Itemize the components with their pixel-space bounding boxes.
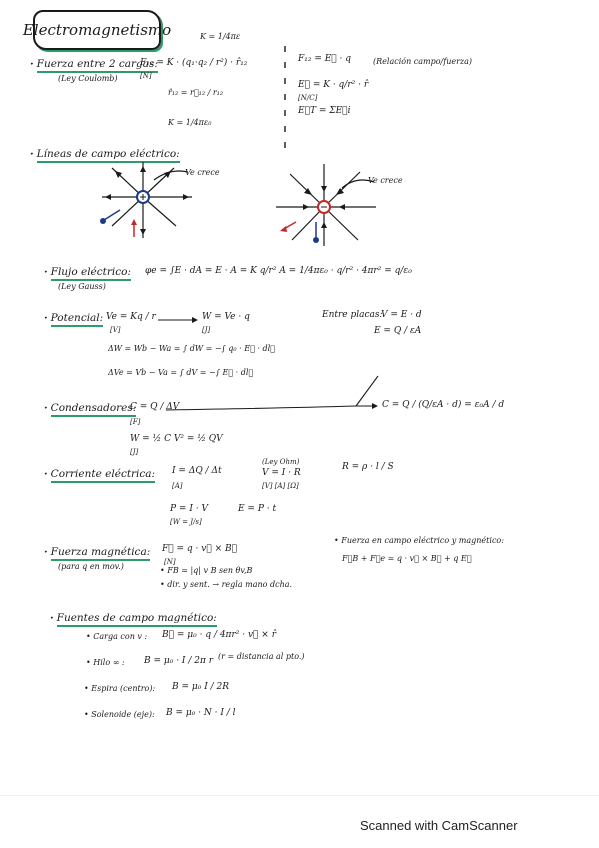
energy-formula: E = P · t: [238, 504, 277, 514]
potential-unit: [V]: [110, 326, 121, 334]
section-magnetic-force-subtitle: (para q en mov.): [58, 562, 124, 571]
source-item-formula: B = μ₀ I / 2R: [172, 682, 230, 692]
source-item-label: • Hilo ∞ :: [86, 658, 125, 667]
lorentz-force-formula: F⃗ = q · v⃗ × B⃗: [162, 544, 238, 554]
unit-vector-formula: r̂₁₂ = r⃗₁₂ / r₁₂: [168, 88, 224, 97]
section-capacitors-heading: · Condensadores:: [44, 402, 136, 414]
ohm-law-units: [V] [A] [Ω]: [262, 482, 299, 490]
potential-difference-formula: ΔVe = Vb − Va = ∫ dV = −∫ E⃗ · dl⃗: [108, 368, 254, 377]
plates-title: Entre placas:: [322, 310, 383, 320]
field-lines-positive-label: Ve crece: [185, 168, 220, 177]
ohm-law-formula: V = I · R: [262, 468, 301, 478]
coulomb-force-formula: F₁₂ = K · (q₁·q₂ / r²) · r̂₁₂: [140, 58, 248, 68]
lorentz-force-unit: [N]: [164, 558, 176, 566]
magnetic-force-magnitude: • FB = |q| v B sen θv,B: [160, 566, 253, 575]
power-formula: P = I · V: [170, 504, 208, 514]
resistivity-formula: R = ρ · l / S: [342, 462, 394, 472]
camscanner-watermark: Scanned with CamScanner: [360, 818, 518, 833]
section-field-lines-heading: · Líneas de campo eléctrico:: [30, 148, 180, 160]
section-coulomb-heading: · Fuerza entre 2 cargas:: [30, 58, 158, 70]
separator-dashed: [283, 46, 287, 156]
field-formula: E⃗ = K · q/r² · r̂: [298, 80, 369, 90]
combined-force-title: • Fuerza en campo eléctrico y magnético:: [334, 536, 504, 545]
superposition-formula: E⃗T = ΣE⃗i: [298, 106, 351, 116]
section-potential-heading: · Potencial:: [44, 312, 103, 324]
combined-force-formula: F⃗B + F⃗e = q · v⃗ × B⃗ + q E⃗: [342, 554, 472, 563]
section-magnetic-force-heading: · Fuerza magnética:: [44, 546, 150, 558]
arrow-plates-to-capacitor: [166, 342, 406, 412]
arrow-potential-work: [158, 316, 198, 324]
ohm-law-note: (Ley Ohm): [262, 458, 300, 466]
capacitor-energy-formula: W = ½ C V² = ½ QV: [130, 434, 223, 444]
source-item-label: • Espira (centro):: [84, 684, 156, 693]
capacitance-formula: C = Q / ΔV: [130, 402, 180, 412]
coulomb-k-definition: K = 1/4πε: [200, 32, 241, 41]
source-item-label: • Solenoide (eje):: [84, 710, 155, 719]
source-item-formula: B⃗ = μ₀ · q / 4πr² · v⃗ × r̂: [162, 630, 277, 640]
section-flux-heading: · Flujo eléctrico:: [44, 266, 131, 278]
field-formula-unit: [N/C]: [298, 94, 318, 102]
plate-capacitance-formula: C = Q / (Q/εA · d) = ε₀A / d: [382, 400, 505, 410]
page-title: Electromagnetismo: [33, 10, 161, 50]
field-lines-negative-diagram: [272, 160, 392, 250]
section-flux-subtitle: (Ley Gauss): [58, 282, 106, 291]
section-current-heading: · Corriente eléctrica:: [44, 468, 155, 480]
coulomb-force-unit: [N]: [140, 72, 152, 80]
capacitance-unit: [F]: [130, 418, 141, 426]
potential-formula: Ve = Kq / r: [106, 312, 156, 322]
gauss-flux-formula: φe = ∫E · dA = E · A = K q/r² A = 1/4πε₀ · q/r² · 4πr² = q/ε₀: [145, 266, 412, 276]
source-item-formula: B = μ₀ · N · I / l: [166, 708, 236, 718]
source-item-formula: B = μ₀ · I / 2π r: [144, 656, 214, 666]
power-unit: [W = J/s]: [170, 518, 202, 526]
current-unit: [A]: [172, 482, 183, 490]
section-coulomb-subtitle: (Ley Coulomb): [58, 74, 118, 83]
work-formula: W = Ve · q: [202, 312, 250, 322]
field-lines-negative-label: Ve crece: [368, 176, 403, 185]
plates-voltage-formula: V = E · d: [381, 310, 422, 320]
right-hand-rule-note: • dir. y sent. → regla mano dcha.: [160, 580, 293, 589]
footer-divider: [0, 795, 599, 796]
current-formula: I = ΔQ / Δt: [172, 466, 222, 476]
section-field-sources-heading: · Fuentes de campo magnético:: [50, 612, 217, 624]
work-integral-formula: ΔW = Wb − Wa = ∫ dW = −∫ q₀ · E⃗ · dl⃗: [108, 344, 275, 353]
plates-field-formula: E = Q / εA: [374, 326, 422, 336]
field-force-relation: F₁₂ = E⃗ · q: [298, 54, 352, 64]
capacitor-energy-unit: [J]: [130, 448, 139, 456]
field-force-note: (Relación campo/fuerza): [373, 57, 473, 66]
source-item-note: (r = distancia al pto.): [218, 652, 305, 661]
coulomb-k-formula: K = 1/4πε₀: [168, 118, 212, 127]
work-unit: [J]: [202, 326, 211, 334]
source-item-label: • Carga con v :: [86, 632, 148, 641]
